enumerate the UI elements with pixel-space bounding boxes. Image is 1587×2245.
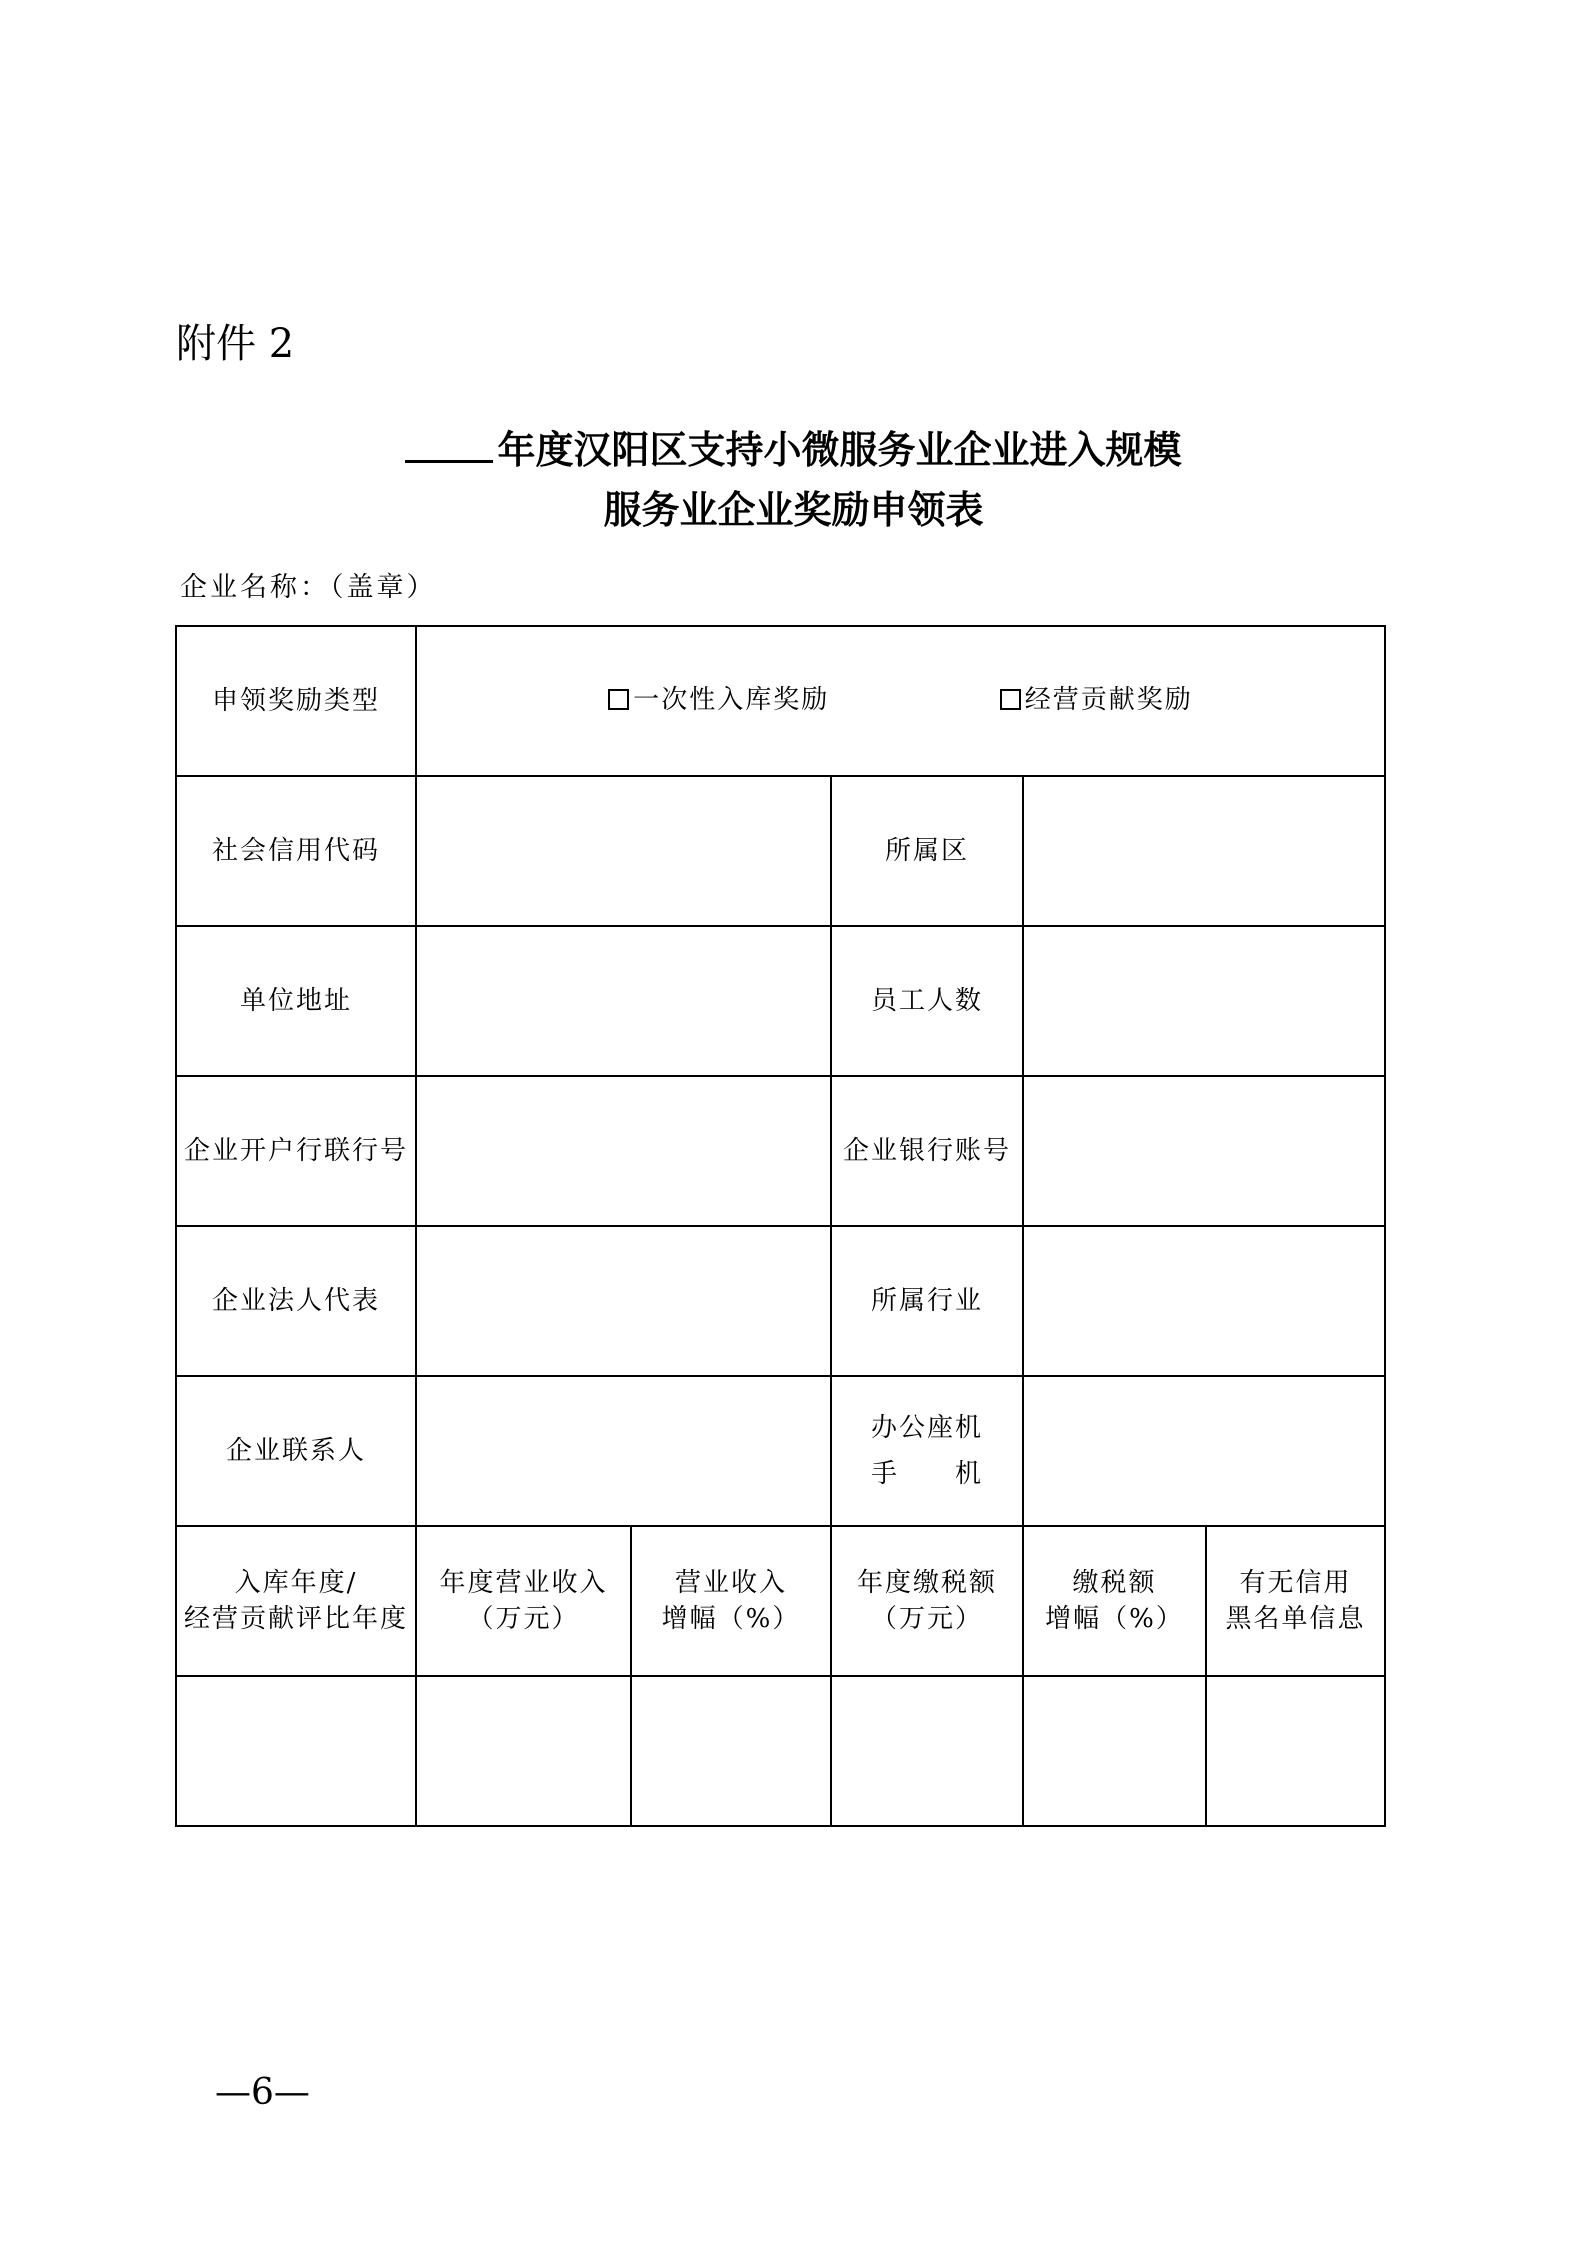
table-row: [176, 926, 1385, 1076]
attachment-label: 附件 2: [176, 321, 295, 367]
title-line-1: [0, 420, 1587, 480]
contact-label: 企业联系人: [176, 1376, 416, 1526]
industry-field[interactable]: [1023, 1226, 1385, 1376]
company-name-line: 企业名称：（盖章）: [180, 572, 437, 603]
header-revenue: 年度营业收入 （万元）: [416, 1526, 631, 1676]
phone-label: [831, 1376, 1023, 1526]
bank-account-label: 企业银行账号: [831, 1076, 1023, 1226]
table-row: [176, 1676, 1385, 1826]
page-number: —6—: [215, 2072, 310, 2113]
table-row: [176, 776, 1385, 926]
address-field[interactable]: [416, 926, 831, 1076]
bank-code-field[interactable]: [416, 1076, 831, 1226]
staff-count-field[interactable]: [1023, 926, 1385, 1076]
header-year: 入库年度/ 经营贡献评比年度: [176, 1526, 416, 1676]
credit-code-field[interactable]: [416, 776, 831, 926]
table-row: [176, 1376, 1385, 1526]
industry-label: 所属行业: [831, 1226, 1023, 1376]
tax-growth-cell[interactable]: [1023, 1676, 1206, 1826]
table-header-row: [176, 1526, 1385, 1676]
form-title: [0, 420, 1587, 540]
option-one-time-reward[interactable]: 一次性入库奖励: [608, 682, 829, 718]
header-blacklist: 有无信用 黑名单信息: [1206, 1526, 1385, 1676]
option-operation-reward[interactable]: 经营贡献奖励: [1000, 682, 1193, 718]
year-cell[interactable]: [176, 1676, 416, 1826]
title-line-2: 服务业企业奖励申领表: [603, 488, 984, 532]
credit-code-label: 社会信用代码: [176, 776, 416, 926]
tax-cell[interactable]: [831, 1676, 1023, 1826]
table-row: [176, 626, 1385, 776]
title-text-1: 年度汉阳区支持小微服务业企业进入规模: [497, 428, 1182, 472]
contact-field[interactable]: [416, 1376, 831, 1526]
blacklist-cell[interactable]: [1206, 1676, 1385, 1826]
staff-count-label: 员工人数: [831, 926, 1023, 1076]
header-tax: 年度缴税额 （万元）: [831, 1526, 1023, 1676]
reward-type-options: [416, 626, 1385, 776]
bank-code-label: 企业开户行联行号: [176, 1076, 416, 1226]
legal-rep-label: 企业法人代表: [176, 1226, 416, 1376]
district-label: 所属区: [831, 776, 1023, 926]
checkbox-icon[interactable]: [608, 689, 629, 710]
address-label: 单位地址: [176, 926, 416, 1076]
legal-rep-field[interactable]: [416, 1226, 831, 1376]
revenue-cell[interactable]: [416, 1676, 631, 1826]
table-row: [176, 1076, 1385, 1226]
year-blank[interactable]: [405, 426, 493, 463]
district-field[interactable]: [1023, 776, 1385, 926]
office-phone-label: 办公座机: [870, 1413, 983, 1443]
mobile-label: 手 机: [870, 1459, 983, 1489]
reward-type-label: 申领奖励类型: [176, 626, 416, 776]
phone-field[interactable]: [1023, 1376, 1385, 1526]
header-revenue-growth: 营业收入 增幅（%）: [631, 1526, 831, 1676]
checkbox-icon[interactable]: [1000, 689, 1021, 710]
bank-account-field[interactable]: [1023, 1076, 1385, 1226]
application-form-table: [175, 625, 1386, 1827]
table-row: [176, 1226, 1385, 1376]
revenue-growth-cell[interactable]: [631, 1676, 831, 1826]
header-tax-growth: 缴税额 增幅（%）: [1023, 1526, 1206, 1676]
